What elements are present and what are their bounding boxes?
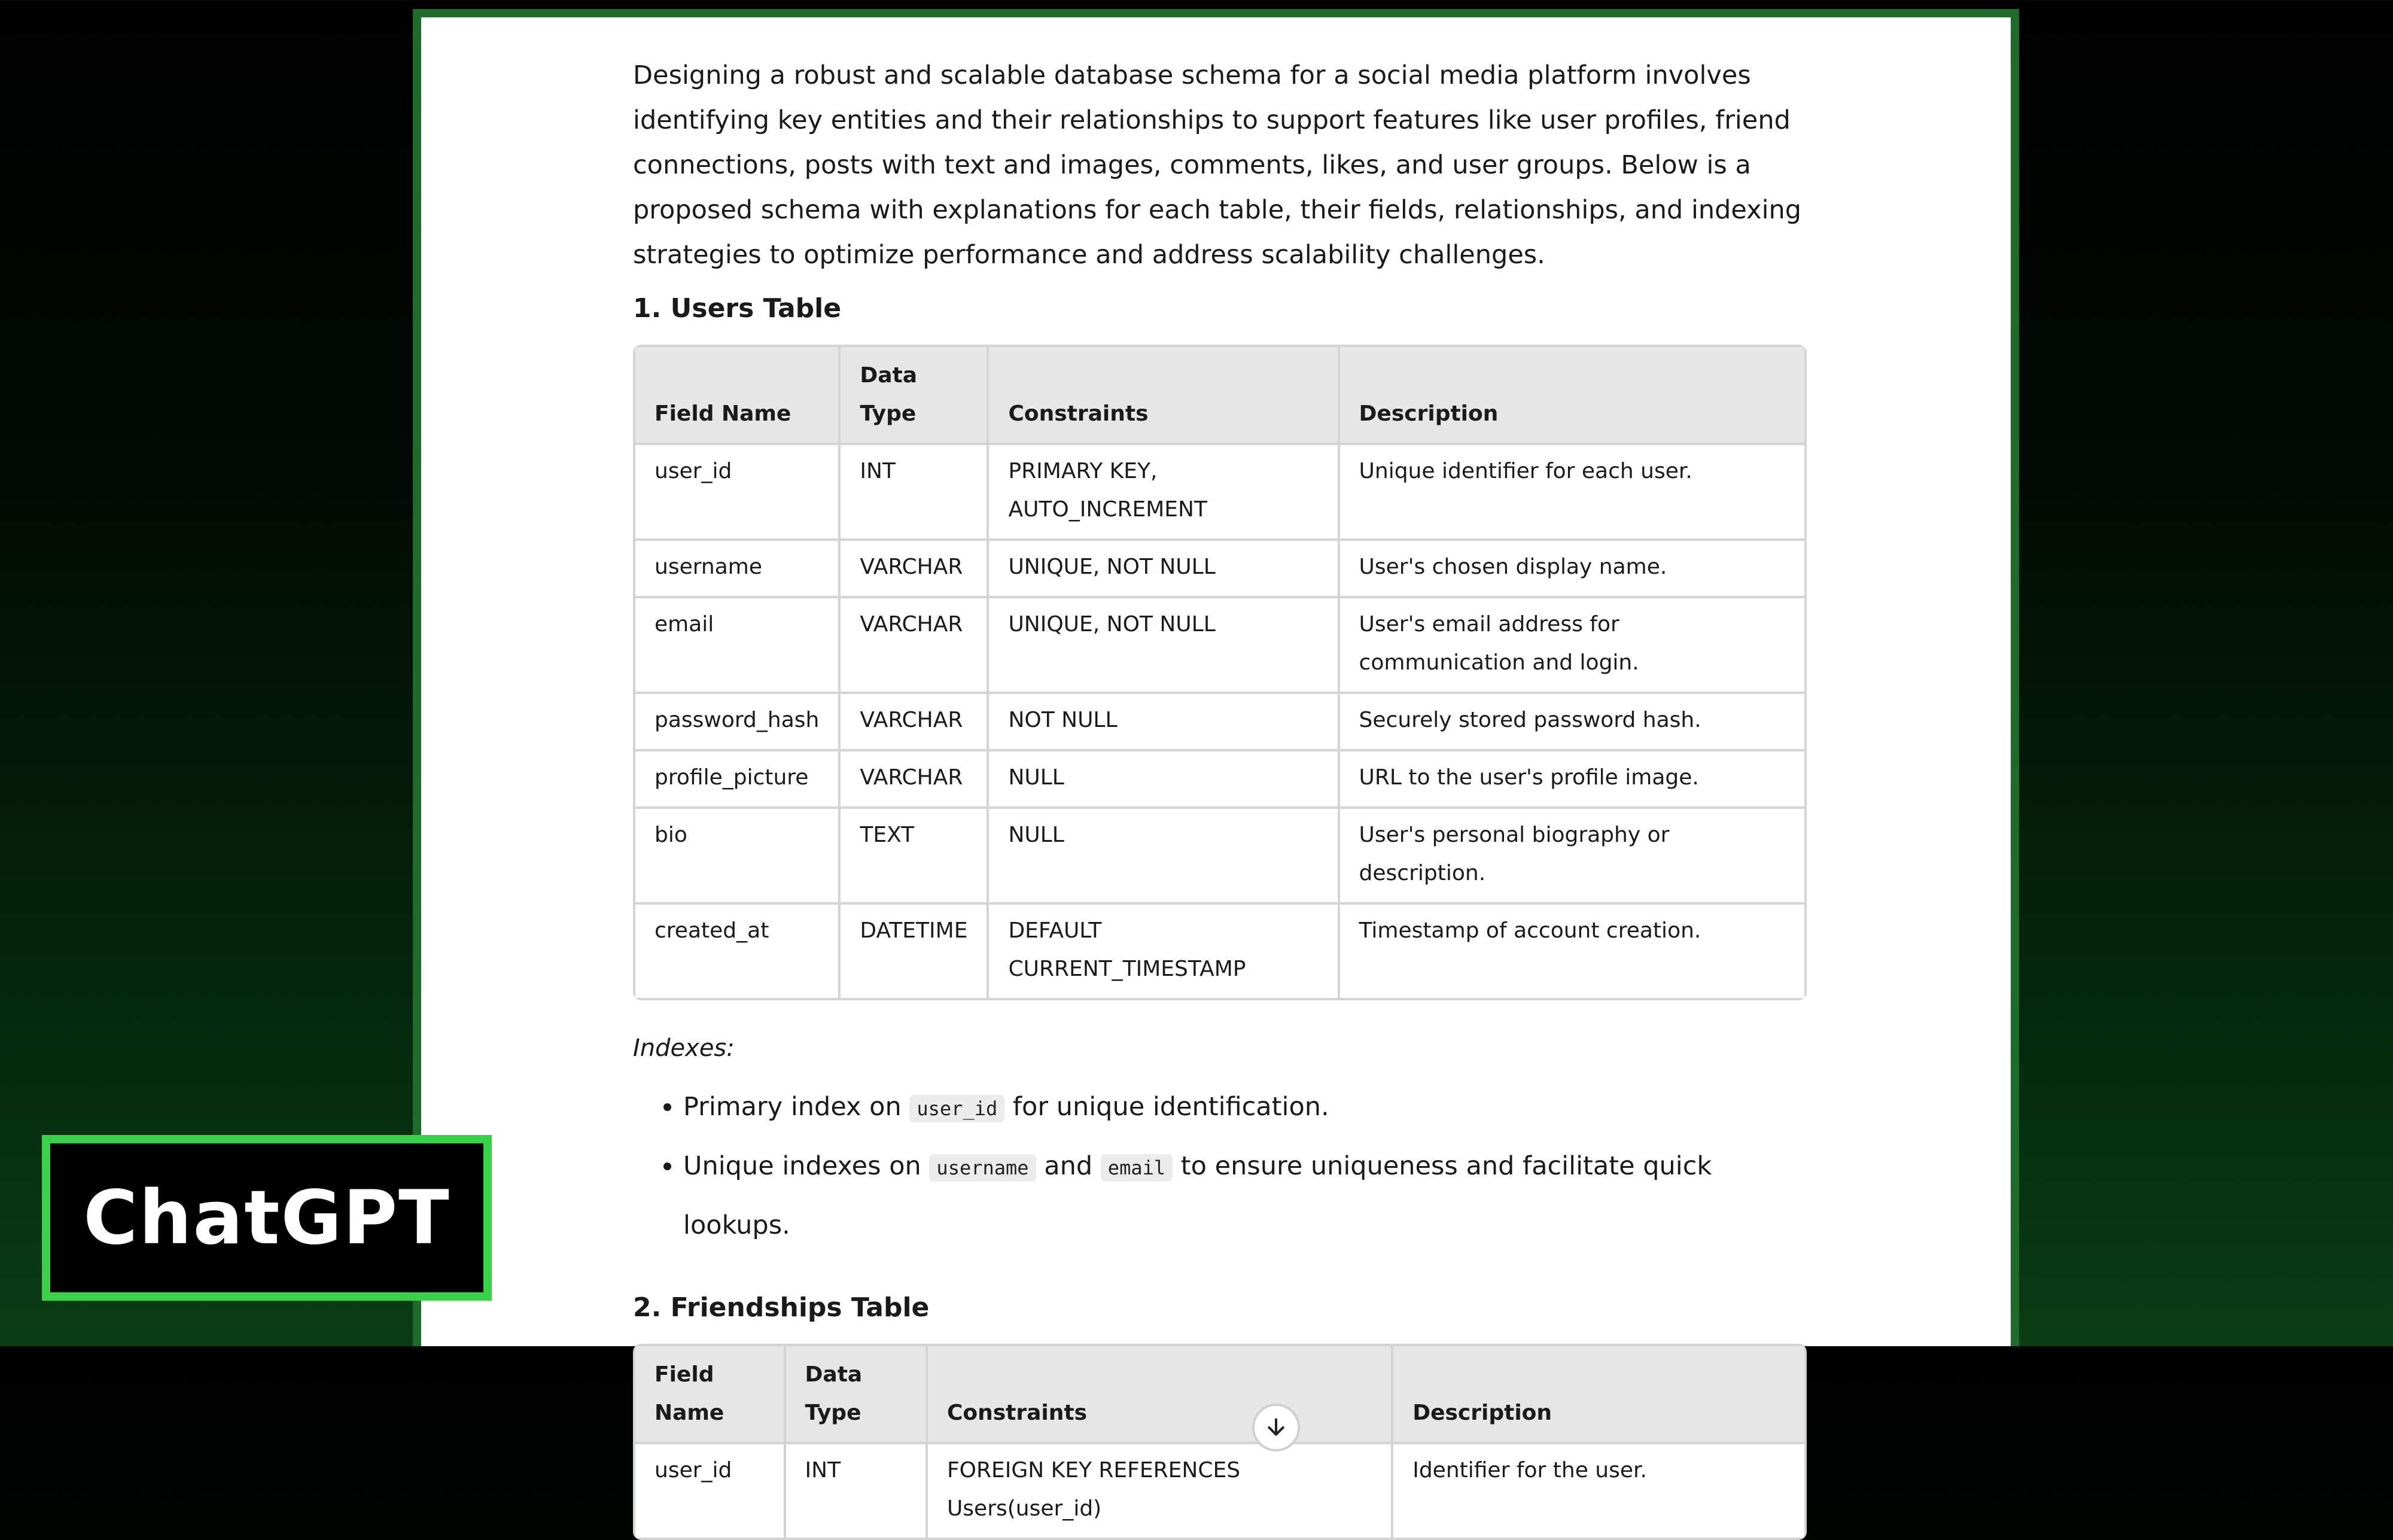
cell-field-name: user_id	[635, 1444, 786, 1538]
header-constraints: Constraints	[989, 347, 1339, 445]
table-row	[635, 694, 1804, 751]
table-header-row	[635, 1346, 1804, 1444]
cell-description: User's personal biography or description.	[1340, 809, 1804, 905]
cell-data-type: VARCHAR	[841, 694, 989, 751]
bullet-text: and	[1036, 1151, 1101, 1181]
friendships-table-wrap	[633, 1344, 1812, 1540]
indexes-list	[633, 1078, 1812, 1254]
table-row	[635, 809, 1804, 905]
cell-field-name: email	[635, 598, 841, 694]
cell-data-type: VARCHAR	[841, 751, 989, 809]
list-item	[683, 1078, 1812, 1137]
header-constraints: Constraints	[928, 1346, 1393, 1444]
chatgpt-badge	[42, 1135, 492, 1301]
cell-data-type: VARCHAR	[841, 598, 989, 694]
cell-data-type: DATETIME	[841, 905, 989, 998]
cell-data-type: VARCHAR	[841, 541, 989, 598]
screenshot-frame	[413, 9, 2019, 1521]
cell-data-type: INT	[841, 445, 989, 541]
cell-field-name: password_hash	[635, 694, 841, 751]
inline-code: username	[929, 1154, 1036, 1182]
users-table	[633, 345, 1807, 1000]
bullet-text: to ensure uniqueness and facilitate quick lookups.	[683, 1151, 1712, 1240]
badge-label: ChatGPT	[83, 1174, 450, 1261]
list-item	[683, 1137, 1812, 1254]
cell-data-type: INT	[786, 1444, 928, 1538]
table-row	[635, 598, 1804, 694]
cell-field-name: profile_picture	[635, 751, 841, 809]
cell-constraints: UNIQUE, NOT NULL	[989, 598, 1339, 694]
cell-field-name: bio	[635, 809, 841, 905]
cell-constraints: NULL	[989, 751, 1339, 809]
cell-description: Timestamp of account creation.	[1340, 905, 1804, 998]
response-content	[633, 53, 1812, 1540]
cell-field-name: user_id	[635, 445, 841, 541]
friendships-table	[633, 1344, 1807, 1540]
bullet-text: Primary index on	[683, 1092, 910, 1122]
cell-description: Unique identifier for each user.	[1340, 445, 1804, 541]
cell-constraints: DEFAULT CURRENT_TIMESTAMP	[989, 905, 1339, 998]
chat-response-page[interactable]	[421, 17, 2011, 1521]
table-row	[635, 541, 1804, 598]
friendships-table-title: 2. Friendships Table	[633, 1292, 930, 1323]
bullet-text: for unique identification.	[1004, 1092, 1329, 1122]
cell-constraints: FOREIGN KEY REFERENCES Users(user_id)	[928, 1444, 1393, 1538]
scroll-to-bottom-button[interactable]	[1252, 1404, 1300, 1451]
header-field-name: Field Name	[635, 347, 841, 445]
table-row	[635, 905, 1804, 998]
inline-code: user_id	[909, 1095, 1004, 1122]
header-description: Description	[1393, 1346, 1804, 1444]
arrow-down-icon	[1264, 1416, 1288, 1439]
cell-field-name: username	[635, 541, 841, 598]
users-table-title: 1. Users Table	[633, 293, 842, 324]
cell-description: Securely stored password hash.	[1340, 694, 1804, 751]
header-description: Description	[1340, 347, 1804, 445]
table-row	[635, 445, 1804, 541]
table-row	[635, 1444, 1804, 1538]
cell-description: URL to the user's profile image.	[1340, 751, 1804, 809]
table-header-row	[635, 347, 1804, 445]
cell-constraints: NULL	[989, 809, 1339, 905]
header-data-type: Data Type	[786, 1346, 928, 1444]
header-field-name: Field Name	[635, 1346, 786, 1444]
inline-code: email	[1101, 1154, 1173, 1182]
header-data-type: Data Type	[841, 347, 989, 445]
bullet-text: Unique indexes on	[683, 1151, 930, 1181]
cell-constraints: UNIQUE, NOT NULL	[989, 541, 1339, 598]
cell-field-name: created_at	[635, 905, 841, 998]
cell-constraints: NOT NULL	[989, 694, 1339, 751]
cell-constraints: PRIMARY KEY, AUTO_INCREMENT	[989, 445, 1339, 541]
cell-description: User's chosen display name.	[1340, 541, 1804, 598]
indexes-label: Indexes:	[633, 1034, 735, 1062]
cell-data-type: TEXT	[841, 809, 989, 905]
table-row	[635, 751, 1804, 809]
cell-description: Identifier for the user.	[1393, 1444, 1804, 1538]
intro-paragraph: Designing a robust and scalable database schema for a social media platform involves identifying key entities and their relationships to support features like user profiles, friend connections, posts with text and images, comments, likes, and user groups. Below is a proposed schema with explanations for each table, their fields, relationships, and indexing strategies to optimize performance and address scalability challenges.	[633, 60, 1802, 270]
cell-description: User's email address for communication and login.	[1340, 598, 1804, 694]
